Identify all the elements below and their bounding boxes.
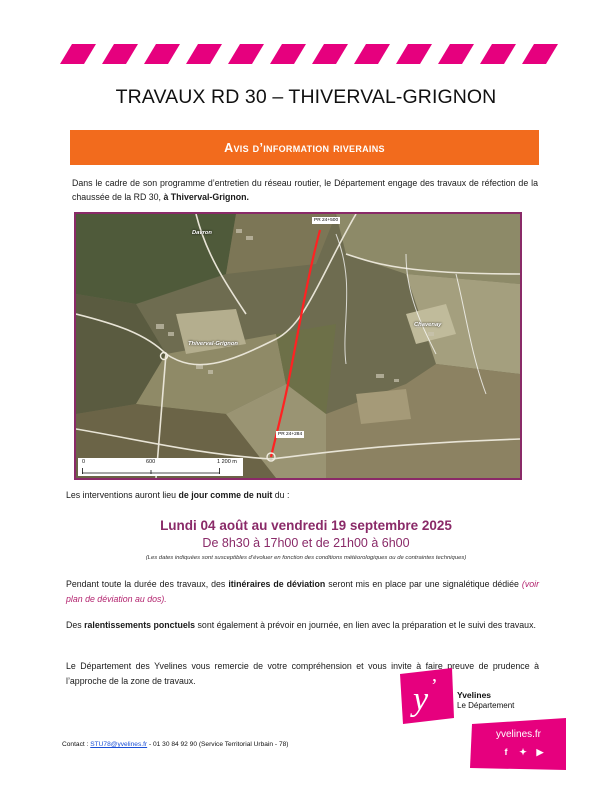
youtube-icon[interactable]: ▶ xyxy=(536,747,544,757)
slowdown-bold: ralentissements ponctuels xyxy=(84,620,196,630)
interventions-after: du : xyxy=(272,490,290,500)
scale-bar-graphic xyxy=(82,468,222,474)
works-hours: De 8h30 à 17h00 et de 21h00 à 6h00 xyxy=(202,536,410,550)
deviation-text-after: seront mis en place par une signalétique dédiée xyxy=(325,579,522,589)
social-icons xyxy=(500,746,546,758)
dates-disclaimer: (Les dates indiquées sont susceptibles d’évoluer en fonction des conditions météorologiques ou de contraintes techniques) xyxy=(145,555,467,561)
works-dates: Lundi 04 août au vendredi 19 septembre 2025 xyxy=(160,518,452,533)
map-label-chavenay: Chavenay xyxy=(414,322,442,328)
map-label-davron: Davron xyxy=(192,230,212,236)
scale-end: 1 200 m xyxy=(217,459,237,465)
works-map xyxy=(74,212,522,480)
slowdown-paragraph xyxy=(66,618,539,633)
pr-end-tag: PR 24+284 xyxy=(278,432,303,437)
intro-text: Dans le cadre de son programme d’entretien du réseau routier, le Département engage des travaux de réfection de la chaussée de la RD 30, xyxy=(72,178,538,202)
satellite-map xyxy=(76,214,520,478)
scale-mid: 600 xyxy=(146,459,156,465)
intro-location: à Thiverval-Grignon. xyxy=(163,192,249,202)
facebook-icon[interactable]: f xyxy=(504,747,508,757)
website-link[interactable]: yvelines.fr xyxy=(496,729,542,740)
svg-text:y: y xyxy=(413,681,429,718)
contact-email-link[interactable]: STU78@yvelines.fr xyxy=(90,741,148,748)
thanks-paragraph: Le Département des Yvelines vous remercie de votre compréhension et vous invite à faire preuve de prudence à l’approche de la zone de travaux. xyxy=(66,661,539,686)
contact-details: - 01 30 84 92 90 (Service Territorial Urbain - 78) xyxy=(147,741,289,748)
info-banner xyxy=(70,130,539,165)
deviation-text: Pendant toute la durée des travaux, des xyxy=(66,579,229,589)
page-title: TRAVAUX RD 30 – THIVERVAL-GRIGNON xyxy=(115,86,497,108)
contact-line xyxy=(62,741,288,748)
interventions-intro xyxy=(66,490,289,500)
pr-start-tag: PR 24+500 xyxy=(314,218,339,223)
scale-zero: 0 xyxy=(82,459,86,465)
logo-subtitle: Le Département xyxy=(457,701,515,710)
interventions-text: Les interventions auront lieu xyxy=(66,490,179,500)
twitter-icon[interactable]: ✦ xyxy=(519,747,527,757)
slowdown-text: Des xyxy=(66,620,85,630)
website-block xyxy=(470,718,566,770)
slowdown-text-after: sont également à prévoir en journée, en lien avec la préparation et le suivi des travaux. xyxy=(195,620,536,630)
banner-label: Avis d’information riverains xyxy=(224,140,385,155)
logo-name: Yvelines xyxy=(457,690,492,700)
deviation-bold: itinéraires de déviation xyxy=(228,579,326,589)
deviation-paragraph xyxy=(66,577,539,607)
interventions-bold: de jour comme de nuit xyxy=(178,490,273,500)
header-stripes xyxy=(60,44,560,64)
intro-paragraph xyxy=(72,176,538,204)
contact-label: Contact : xyxy=(62,741,91,748)
map-label-thiverval: Thiverval-Grignon xyxy=(188,341,238,347)
map-scale xyxy=(78,458,243,476)
deviation-plan-link: (voir plan de déviation au dos). xyxy=(66,579,539,604)
svg-text:’: ’ xyxy=(431,675,438,697)
